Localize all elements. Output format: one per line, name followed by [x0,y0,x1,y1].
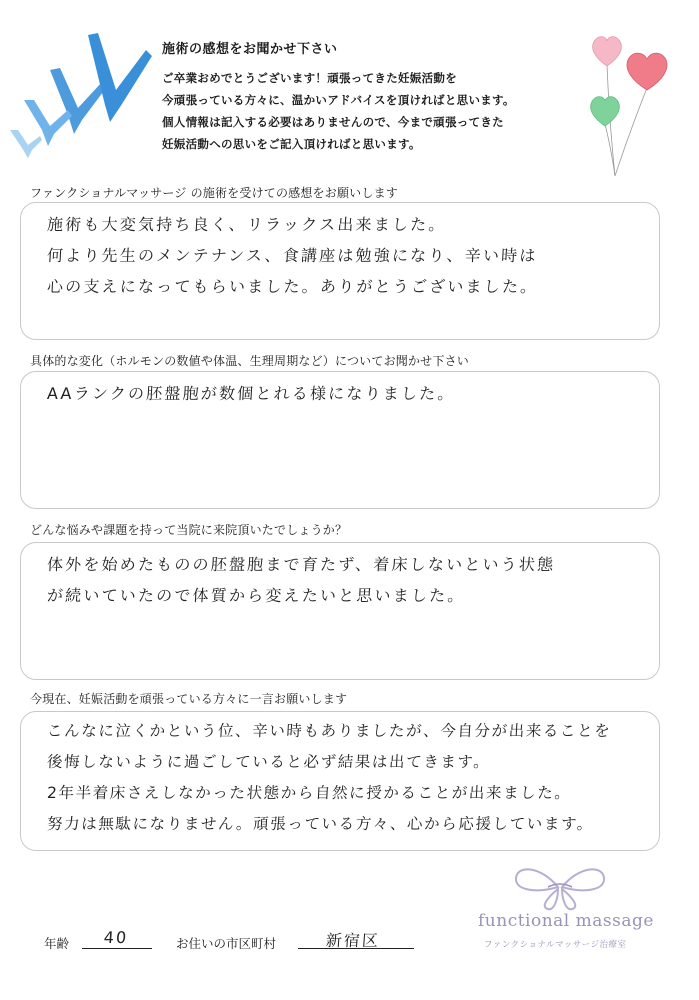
handwritten-line: が続いていたので体質から変えたいと思いました。 [46,586,467,605]
question-label: 具体的な変化（ホルモンの数値や体温、生理周期など）についてお聞かせ下さい [30,354,469,368]
handwritten-line: AAランクの胚盤胞が数個とれる様になりました。 [46,384,457,403]
intro-line: ご卒業おめでとうございます！頑張ってきた妊娠活動を [162,71,457,85]
handwritten-line: こんなに泣くかという位、辛い時もありましたが、今自分が出来ることを [46,722,612,740]
question-label: 今現在、妊娠活動を頑張っている方々に一言お願いします [30,692,348,706]
handwritten-line: 努力は無駄になりません。頑張っている方々、心から応援しています。 [46,815,595,833]
intro-text [162,38,592,155]
city-value: 新宿区 [325,931,381,950]
answer-box-impressions [20,202,660,340]
heart-balloons-icon [585,28,675,178]
handwritten-line: 心の支えになってもらいました。ありがとうございました。 [46,277,539,296]
header [0,0,699,180]
logo-subtitle: ファンクショナルマッサージ治療室 [484,940,627,950]
flying-birds-icon [10,30,160,170]
intro-line: 個人情報は記入する必要はありませんので、今まで頑張ってきた [162,115,504,129]
handwritten-line: 何より先生のメンテナンス、食講座は勉強になり、辛い時は [46,246,539,265]
intro-line: 今頑張っている方々に、温かいアドバイスを頂ければと思います。 [162,93,515,107]
age-underline [82,948,152,949]
footer [0,900,699,1000]
handwritten-line: 2年半着床さえしなかった状態から自然に授かることが出来ました。 [46,784,572,802]
question-label: どんな悩みや課題を持って当院に来院頂いたでしょうか？ [30,523,348,537]
logo-wordmark: functional massage [478,911,654,931]
age-label: 年齢 [44,936,70,951]
question-label: ファンクショナルマッサージ の施術を受けての感想をお願いします [30,186,398,200]
intro-line: 妊娠活動への思いをご記入頂ければと思います。 [162,137,421,151]
city-label: お住いの市区町村 [176,936,277,951]
city-underline [298,948,414,949]
age-value: 40 [103,928,129,947]
page-title: 施術の感想をお聞かせ下さい [162,42,338,57]
answer-box-message [20,711,660,851]
handwritten-line: 施術も大変気持ち良く、リラックス出来ました。 [46,215,448,234]
answer-box-concerns [20,542,660,680]
handwritten-line: 体外を始めたものの胚盤胞まで育たず、着床しないという状態 [46,555,556,574]
answer-box-changes [20,371,660,509]
handwritten-line: 後悔しないように過ごしていると必ず結果は出てきます。 [46,753,491,771]
